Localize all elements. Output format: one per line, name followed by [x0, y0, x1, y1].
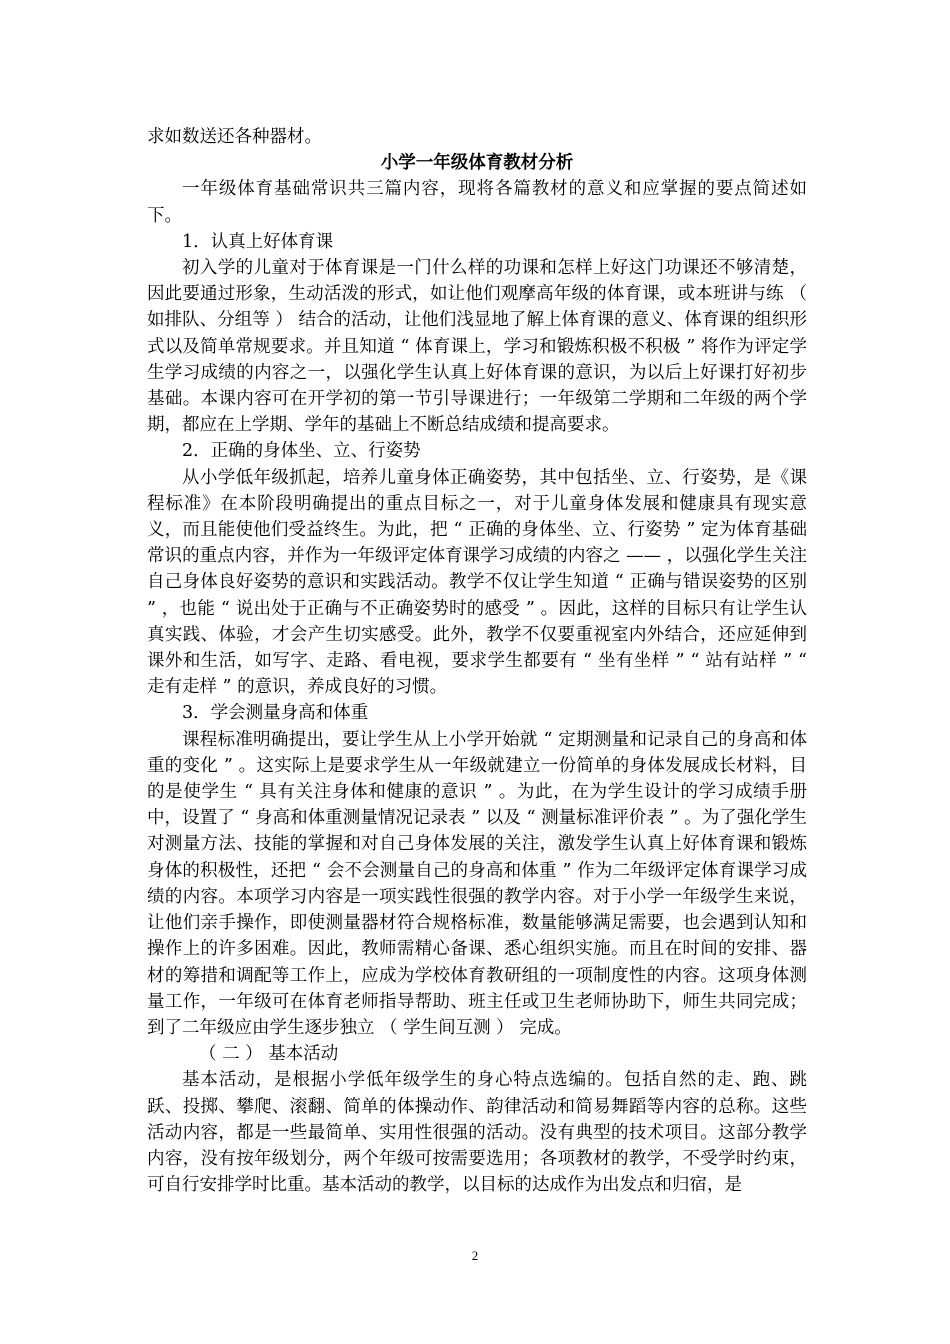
section-1-body: 初入学的儿童对于体育课是一门什么样的功课和怎样上好这门功课还不够清楚，因此要通过形象，生动活泼的形式，如让他们观摩高年级的体育课，或本班讲与练 （ 如排队、分组等 ） 结合的活动，让他们浅显地了解上体育课的意义、体育课的组织形式以及简单常规要求。并且知道 “ 体育课上，学习和锻炼积极不积极 ” 将作为评定学生学习成绩的内容之一，以强化学生认真上好体育课的意识，为以后上好课打好初步基础。本课内容可在开学初的第一节引导课进行；一年级第二学期和二年级的两个学期，都应在上学期、学年的基础上不断总结成绩和提高要求。: [147, 258, 807, 436]
top-fragment: 求如数送还各种器材。: [147, 127, 322, 147]
section-4-body: 基本活动，是根据小学低年级学生的身心特点选编的。包括自然的走、跑、跳跃、投掷、攀爬、滚翻、简单的体操动作、韵律活动和简易舞蹈等内容的总称。这些活动内容，都是一些最简单、实用性很强的活动。没有典型的技术项目。这部分教学内容，没有按年级划分，两个年级可按需要选用；各项教材的教学，不受学时约束，可自行安排学时比重。基本活动的教学，以目标的达成作为出发点和归宿，是: [147, 1070, 807, 1196]
section-3-body: 课程标准明确提出，要让学生从上小学开始就 “ 定期测量和记录自己的身高和体重的变化 ” 。这实际上是要求学生从一年级就建立一份简单的身体发展成长材料，目的是使学生 “ 具有关注身体和健康的意识 ” 。为此，在为学生设计的学习成绩手册中，设置了 “ 身高和体重测量情况记录表 ” 以及 “ 测量标准评价表 ” 。为了强化学生对测量方法、技能的掌握和对自己身体发展的关注，激发学生认真上好体育课和锻炼身体的积极性，还把 “ 会不会测量自己的身高和体重 ” 作为二年级评定体育课学习成绩的内容。本项学习内容是一项实践性很强的教学内容。对于小学一年级学生来说，让他们亲手操作，即使测量器材符合规格标准，数量能够满足需要，也会遇到认知和操作上的许多困难。因此，教师需精心备课、悉心组织实施。而且在时间的安排、器材的筹措和调配等工作上，应成为学校体育教研组的一项制度性的内容。这项身体测量工作，一年级可在体育老师指导帮助、班主任或卫生老师协助下，师生共同完成；到了二年级应由学生逐步独立 （ 学生间互测 ） 完成。: [147, 729, 807, 1038]
section-4-heading: （ 二 ） 基本活动: [199, 1044, 339, 1065]
section-1-heading: 1．认真上好体育课: [182, 231, 334, 252]
section-title: 小学一年级体育教材分析: [380, 153, 574, 174]
page-number: 2: [471, 1248, 479, 1263]
body-text: [147, 124, 807, 1198]
section-2-heading: 2．正确的身体坐、立、行姿势: [182, 441, 421, 462]
section-3-heading: 3．学会测量身高和体重: [182, 703, 369, 724]
intro-paragraph: 一年级体育基础常识共三篇内容，现将各篇教材的意义和应掌握的要点简述如下。: [147, 179, 807, 226]
section-2-body: 从小学低年级抓起，培养儿童身体正确姿势，其中包括坐、立、行姿势，是《课程标准》在本阶段明确提出的重点目标之一，对于儿童身体发展和健康具有现实意义，而且能使他们受益终生。为此，把 “ 正确的身体坐、立、行姿势 ” 定为体育基础常识的重点内容，并作为一年级评定体育课学习成绩的内容之 —— ，以强化学生关注自己身体良好姿势的意识和实践活动。教学不仅让学生知道 “ 正确与错误姿势的区别 ” ，也能 “ 说出处于正确与不正确姿势时的感受 ” 。因此，这样的目标只有让学生认真实践、体验，才会产生切实感受。此外，教学不仅要重视室内外结合，还应延伸到课外和生活，如写字、走路、看电视，要求学生都要有 “ 坐有坐样 ” “ 站有站样 ” “ 走有走样 ” 的意识，养成良好的习惯。: [147, 467, 807, 698]
